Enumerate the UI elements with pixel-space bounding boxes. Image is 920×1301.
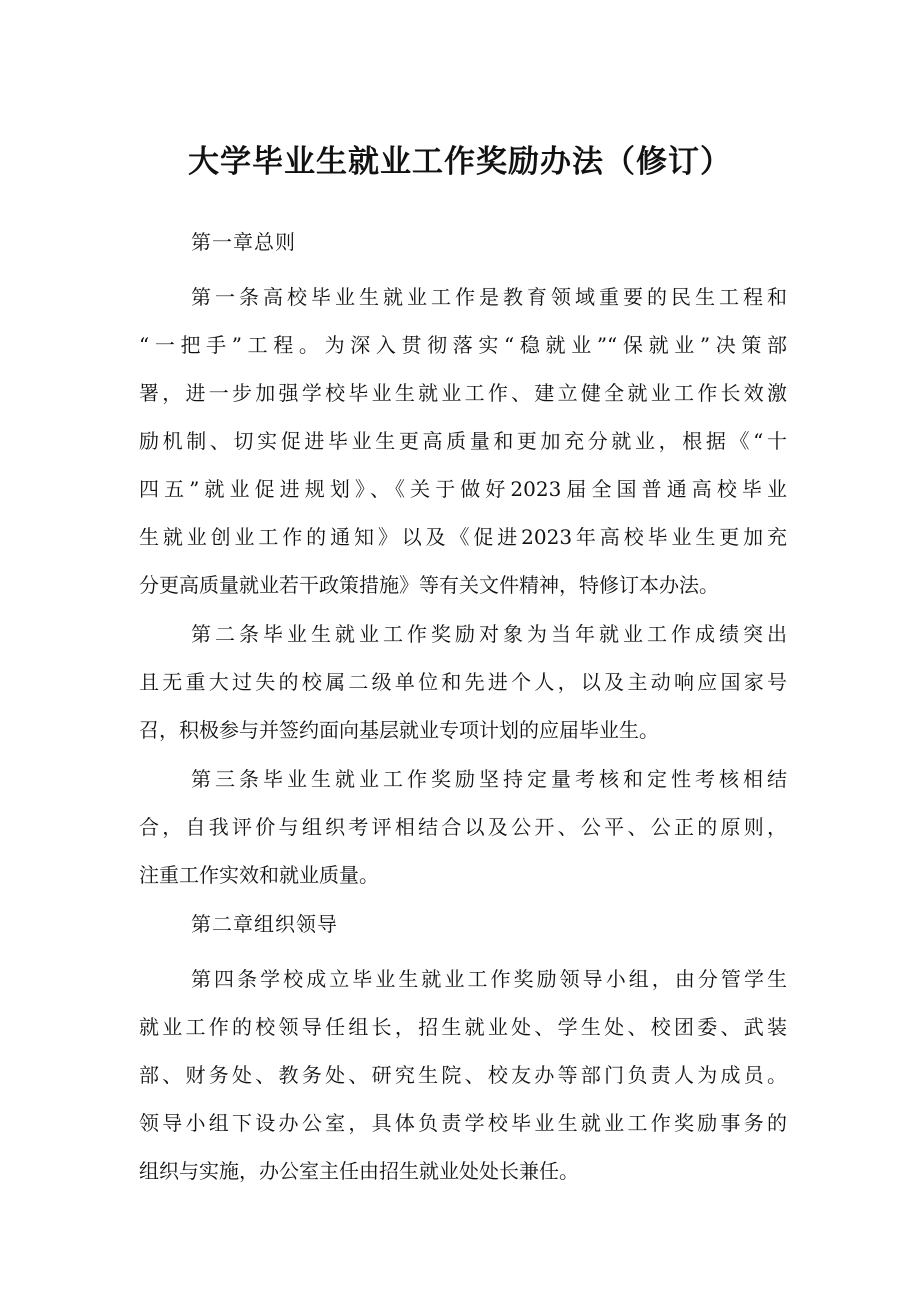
article-2-paragraph: [139, 610, 787, 754]
paragraph-line: 且无重大过失的校属二级单位和先进个人，以及主动响应国家号: [139, 670, 787, 694]
paragraph-line: 部、财务处、教务处、研究生院、校友办等部门负责人为成员。: [139, 1063, 787, 1087]
paragraph-line: 注重工作实效和就业质量。: [139, 863, 379, 887]
paragraph-line: 生就业创业工作的通知》以及《促进2023年高校毕业生更加充: [139, 525, 787, 549]
paragraph-line: 第三条毕业生就业工作奖励坚持定量考核和定性考核相结: [191, 767, 787, 791]
document-body: [139, 218, 787, 1196]
chapter-2-heading: 第二章组织领导: [191, 912, 338, 936]
paragraph-line: 组织与实施，办公室主任由招生就业处处长兼任。: [139, 1159, 579, 1183]
paragraph-line: 第四条学校成立毕业生就业工作奖励领导小组，由分管学生: [191, 967, 787, 991]
document-title: 大学毕业生就业工作奖励办法（修订）: [188, 144, 732, 180]
chapter-1-heading: 第一章总则: [191, 230, 296, 254]
paragraph-line: 合，自我评价与组织考评相结合以及公开、公平、公正的原则，: [139, 815, 787, 839]
paragraph-line: 第一条高校毕业生就业工作是教育领域重要的民生工程和: [191, 285, 787, 309]
article-1-paragraph: [139, 273, 787, 609]
paragraph-line: 励机制、切实促进毕业生更高质量和更加充分就业，根据《“十: [139, 429, 787, 453]
paragraph-line: 署，进一步加强学校毕业生就业工作、建立健全就业工作长效激: [139, 381, 787, 405]
article-3-paragraph: [139, 755, 787, 899]
paragraph-line: “一把手”工程。为深入贯彻落实“稳就业”“保就业”决策部: [139, 333, 787, 357]
paragraph-line: 分更高质量就业若干政策措施》等有关文件精神，特修订本办法。: [139, 573, 719, 597]
paragraph-line: 领导小组下设办公室，具体负责学校毕业生就业工作奖励事务的: [139, 1111, 787, 1135]
paragraph-line: 四五”就业促进规划》、《关于做好2023届全国普通高校毕业: [139, 477, 787, 501]
paragraph-line: 第二条毕业生就业工作奖励对象为当年就业工作成绩突出: [191, 622, 787, 646]
paragraph-line: 召，积极参与并签约面向基层就业专项计划的应届毕业生。: [139, 718, 659, 742]
paragraph-line: 就业工作的校领导任组长，招生就业处、学生处、校团委、武装: [139, 1015, 787, 1039]
article-4-paragraph: [139, 955, 787, 1195]
